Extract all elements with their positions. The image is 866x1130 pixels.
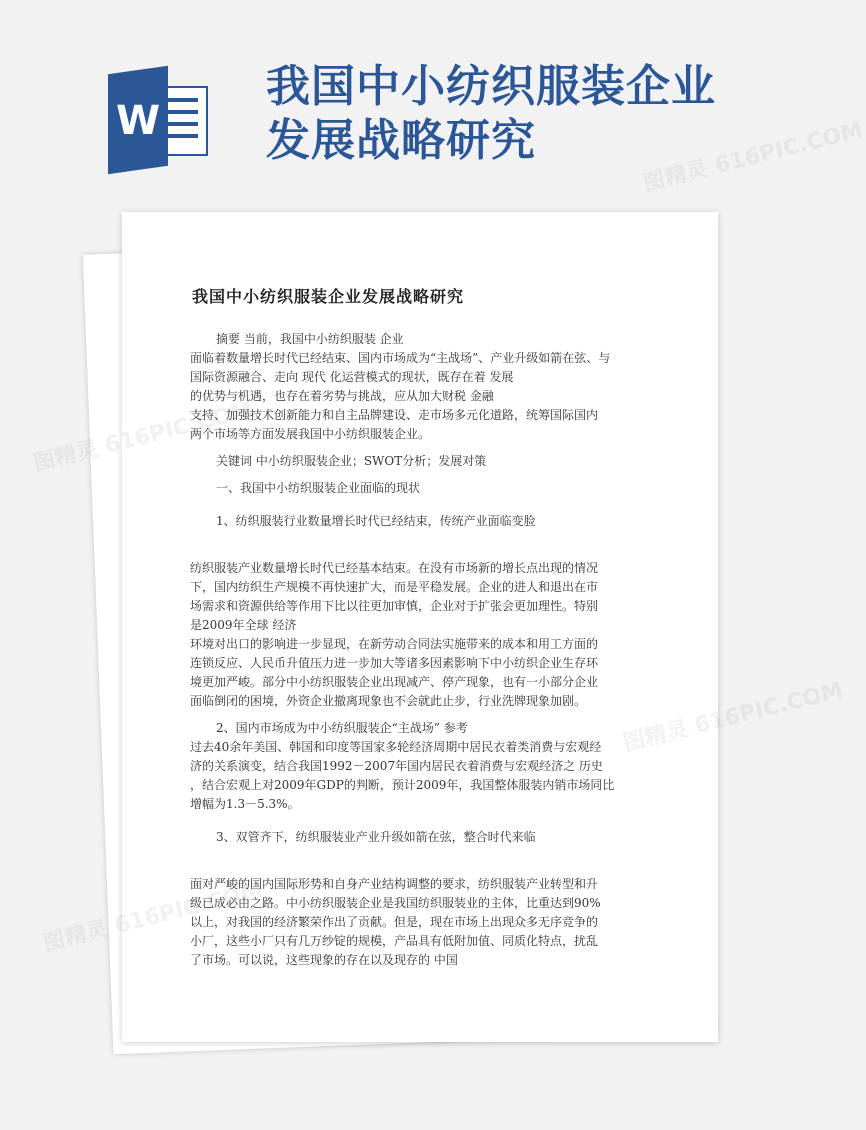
body-line: 纺织服装产业数量增长时代已经基本结束。在没有市场新的增长点出现的情况 [190,561,599,575]
abstract-line: 国际资源融合、走向 现代 化运营模式的现状，既存在着 发展 [190,370,514,384]
subsection-heading: 3、双管齐下，纺织服装业产业升级如箭在弦，整合时代来临 [216,830,536,844]
body-line: 下，国内纺织生产规模不再快速扩大，而是平稳发展。企业的进人和退出在市 [190,580,599,594]
subsection-heading: 2、国内市场成为中小纺织服装企“主战场” 参考 [216,721,468,735]
body-line: 增幅为1.3－5.3%。 [190,797,300,811]
document-page [122,212,718,1042]
section-heading: 一、我国中小纺织服装企业面临的现状 [216,481,421,495]
body-line: 境更加严峻。部分中小纺织服装企业出现减产、停产现象，也有一小部分企业 [190,675,599,689]
abstract-line: 两个市场等方面发展我国中小纺织服装企业。 [190,427,431,441]
watermark: 图精灵 [30,436,101,477]
document-body [190,330,660,970]
body-line: 了市场。可以说，这些现象的存在以及现存的 中国 [190,953,458,967]
body-line: 小厂，这些小厂只有几万纱锭的规模，产品具有低附加值、同质化特点，扰乱 [190,934,599,948]
body-line: 场需求和资源供给等作用下比以往更加审慎，企业对于扩张会更加理性。特别 [190,599,599,613]
body-line: 连锁反应、人民币升值压力进一步加大等诸多因素影响下中小纺织企业生存环 [190,656,599,670]
body-line: 以上，对我国的经济繁荣作出了贡献。但是，现在市场上出现众多无序竞争的 [190,915,599,929]
keywords-line: 关键词 中小纺织服装企业；SWOT分析；发展对策 [216,454,487,468]
body-line: 是2009年全球 经济 [190,618,297,632]
document-title: 我国中小纺织服装企业发展战略研究 [192,287,465,306]
abstract-line: 摘要 当前，我国中小纺织服装 企业 [216,332,404,346]
page-title-line-2: 发展战略研究 [266,115,536,166]
body-line: 济的关系演变，结合我国1992－2007年国内居民衣着消费与宏观经济之 历史 [190,759,603,773]
body-line: ，结合宏观上对2009年GDP的判断，预计2009年，我国整体服装内销市场同比 [190,778,615,792]
watermark: 图精灵 [40,916,111,957]
body-line: 面对严峻的国内国际形势和自身产业结构调整的要求，纺织服装产业转型和升 [190,877,599,891]
body-line: 面临倒闭的困境，外资企业撤离现象也不会就此止步，行业洗牌现象加剧。 [190,694,587,708]
word-document-icon: W [108,70,212,170]
abstract-line: 的优势与机遇，也存在着劣势与挑战，应从加大财税 金融 [190,389,494,403]
page-title-line-1: 我国中小纺织服装企业 [266,61,716,112]
body-line: 级已成必由之路。中小纺织服装企业是我国纺织服装业的主体，比重达到90% [190,896,601,910]
watermark: 图精灵 616PIC.COM [620,678,846,757]
watermark: 图精灵 616PIC.COM [640,118,866,197]
abstract-line: 支持、加强技术创新能力和自主品牌建设、走市场多元化道路，统筹国际国内 [190,408,599,422]
subsection-heading: 1、纺织服装行业数量增长时代已经结束，传统产业面临变脸 [216,514,536,528]
body-line: 环境对出口的影响进一步显现，在新劳动合同法实施带来的成本和用工方面的 [190,637,599,651]
page-title [266,60,766,168]
body-line: 过去40余年美国、韩国和印度等国家多轮经济周期中居民衣着类消费与宏观经 [190,740,602,754]
header [0,0,800,210]
abstract-line: 面临着数量增长时代已经结束、国内市场成为“主战场”、产业升级如箭在弦、与 [190,351,611,365]
